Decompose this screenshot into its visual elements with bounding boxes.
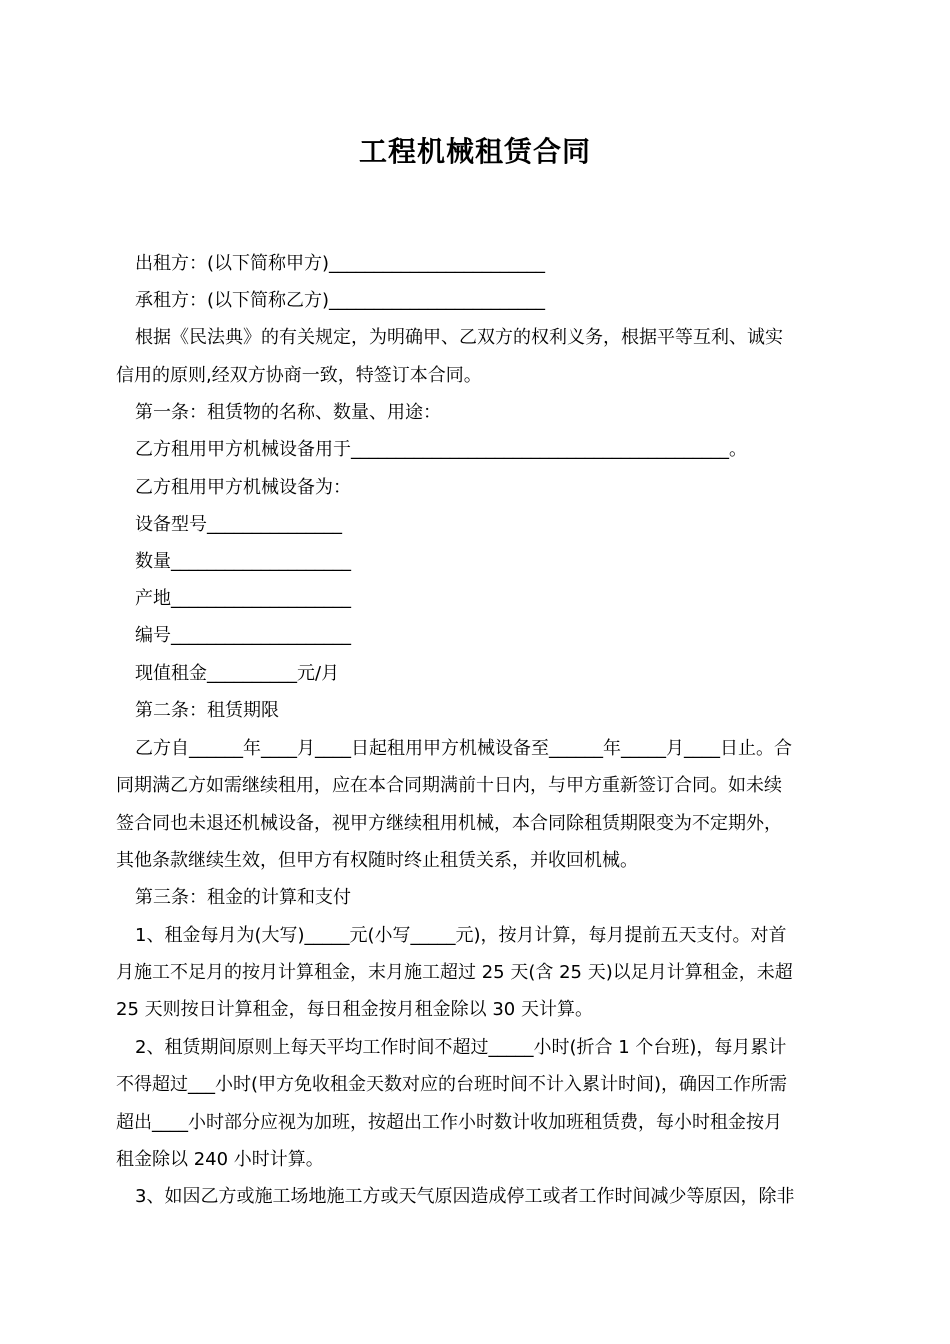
term-line-4: 其他条款继续生效，但甲方有权随时终止租赁关系，并收回机械。: [116, 850, 638, 871]
rent-clause-2-line-3: 超出____小时部分应视为加班，按超出工作小时数计收加班租赁费，每小时租金按月: [116, 1112, 782, 1133]
term-line-3: 签合同也未退还机械设备，视甲方继续租用机械，本合同除租赁期限变为不定期外，: [116, 813, 782, 834]
equipment-intro-line: 乙方租用甲方机械设备为：: [135, 477, 351, 498]
article-1-heading: 第一条：租赁物的名称、数量、用途：: [135, 402, 441, 423]
preamble-line-2: 信用的原则,经双方协商一致，特签订本合同。: [116, 365, 482, 386]
quantity-line: 数量____________________: [135, 551, 351, 572]
lessee-line: 承租方：(以下简称乙方)________________________: [135, 290, 546, 311]
rent-clause-2-line-2: 不得超过___小时(甲方免收租金天数对应的台班时间不计入累计时间)，确因工作所需: [116, 1074, 788, 1095]
rent-clause-2-line-4: 租金除以 240 小时计算。: [116, 1149, 324, 1170]
preamble-line-1: 根据《民法典》的有关规定，为明确甲、乙双方的权利义务，根据平等互利、诚实: [135, 327, 783, 348]
rent-clause-3-line-1: 3、如因乙方或施工场地施工方或天气原因造成停工或者工作时间减少等原因，除非: [135, 1186, 795, 1207]
rent-value-line: 现值租金__________元/月: [135, 663, 340, 684]
equipment-use-line: 乙方租用甲方机械设备用于__________________________________________。: [135, 439, 747, 460]
term-line-2: 同期满乙方如需继续租用，应在本合同期满前十日内，与甲方重新签订合同。如未续: [116, 775, 782, 796]
origin-line: 产地____________________: [135, 588, 351, 609]
lessor-line: 出租方：(以下简称甲方)________________________: [135, 253, 546, 274]
rent-clause-1-line-3: 25 天则按日计算租金，每日租金按月租金除以 30 天计算。: [116, 999, 593, 1020]
equipment-model-line: 设备型号_______________: [135, 514, 342, 535]
term-line-1: 乙方自______年____月____日起租用甲方机械设备至______年_____月____日止。合: [135, 738, 792, 759]
document-title: 工程机械租赁合同: [358, 135, 591, 168]
serial-number-line: 编号____________________: [135, 625, 351, 646]
article-2-heading: 第二条：租赁期限: [135, 700, 279, 721]
rent-clause-2-line-1: 2、租赁期间原则上每天平均工作时间不超过_____小时(折合 1 个台班)，每月累计: [135, 1037, 787, 1058]
rent-clause-1-line-1: 1、租金每月为(大写)_____元(小写_____元)，按月计算，每月提前五天支付。对首: [135, 925, 787, 946]
rent-clause-1-line-2: 月施工不足月的按月计算租金，末月施工超过 25 天(含 25 天)以足月计算租金，未超: [116, 962, 793, 983]
article-3-heading: 第三条：租金的计算和支付: [135, 887, 351, 908]
